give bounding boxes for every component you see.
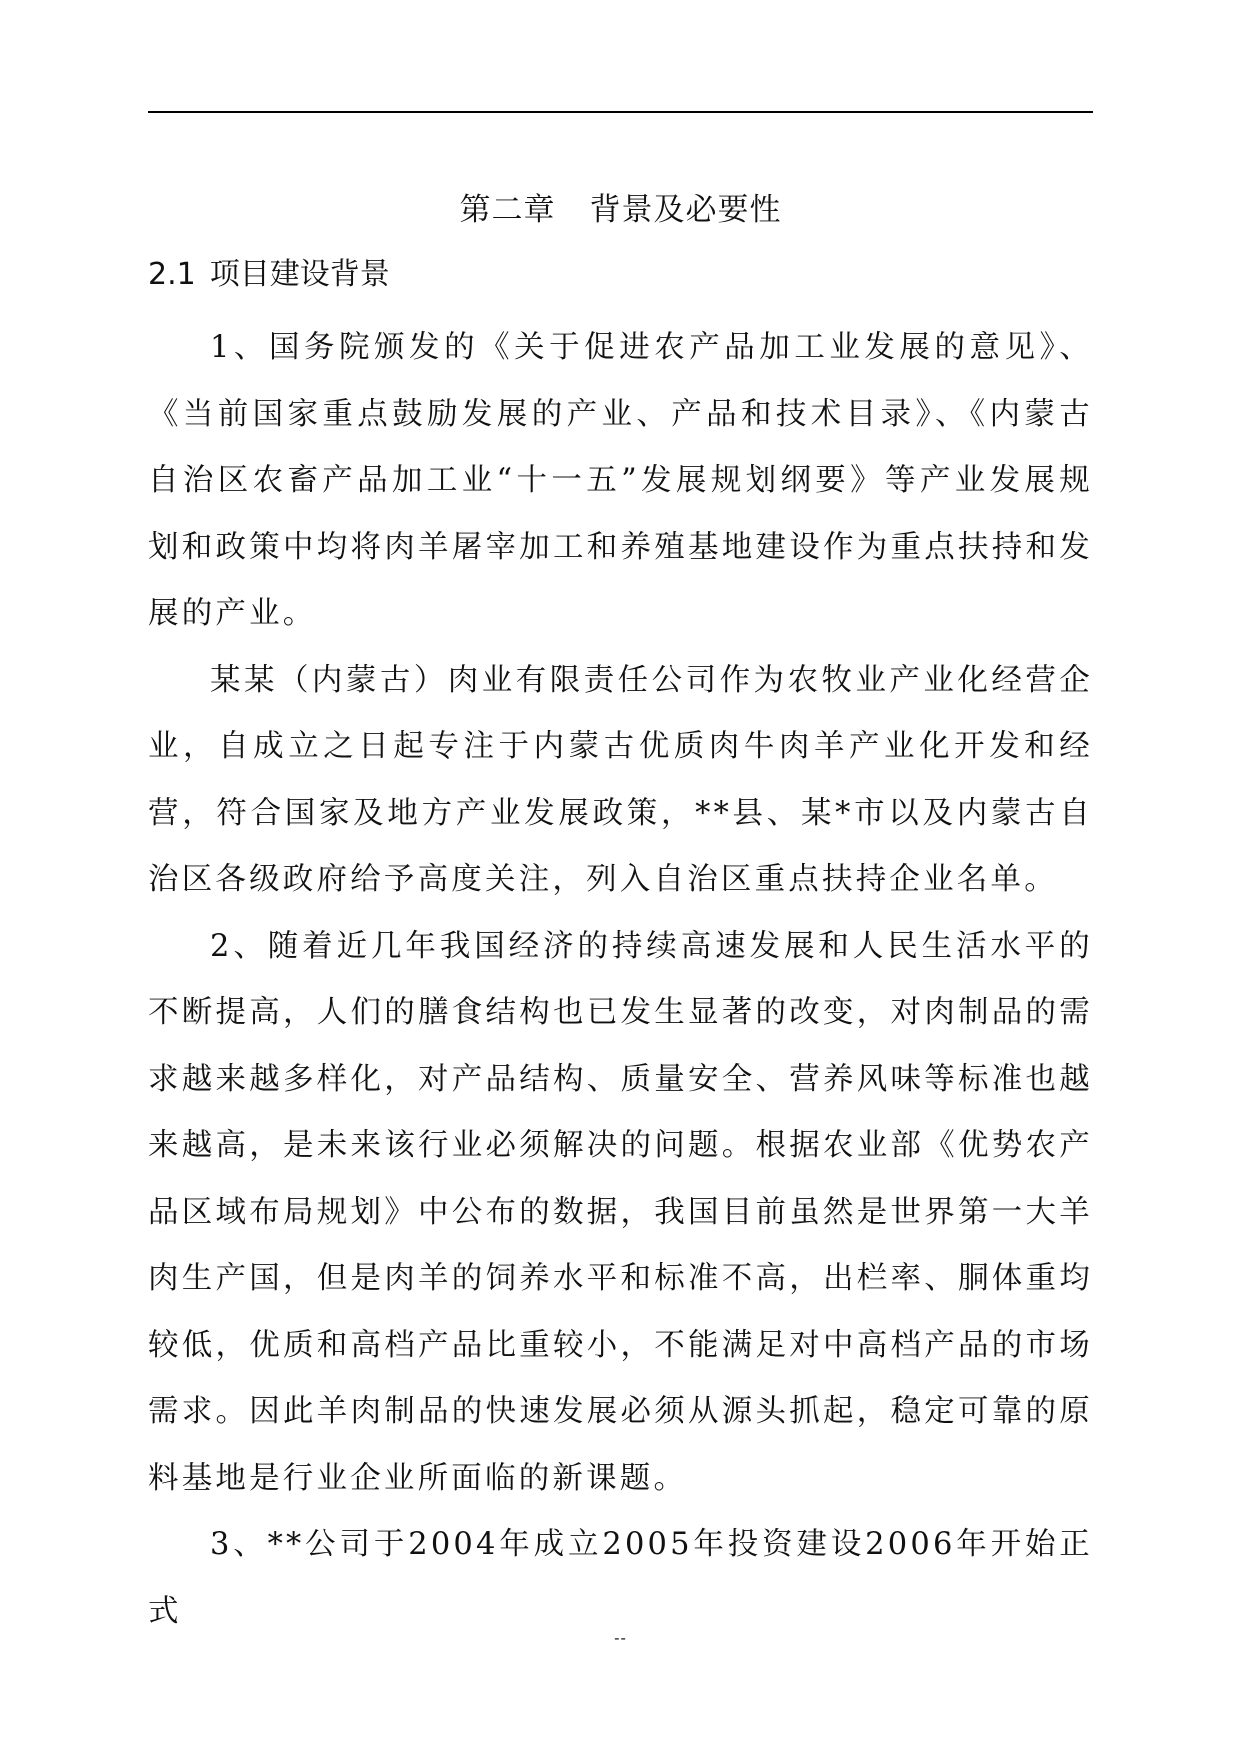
section-number: 2.1 xyxy=(148,257,196,292)
paragraph-company: 某某（内蒙古）肉业有限责任公司作为农牧业产业化经营企业，自成立之日起专注于内蒙古优质肉牛肉羊产业化开发和经营，符合国家及地方产业发展政策，**县、某*市以及内蒙古自治区各级政府给予高度关注，列入自治区重点扶持企业名单。 xyxy=(148,662,1093,897)
section-heading xyxy=(148,255,390,295)
page-number: -- xyxy=(614,1628,627,1647)
paragraph-market: 2、随着近几年我国经济的持续高速发展和人民生活水平的不断提高，人们的膳食结构也已发生显著的改变，对肉制品的需求越来越多样化，对产品结构、质量安全、营养风味等标准也越来越高，是未来该行业必须解决的问题。根据农业部《优势农产品区域布局规划》中公布的数据，我国目前虽然是世界第一大羊肉生产国，但是肉羊的饲养水平和标准不高，出栏率、胴体重均较低，优质和高档产品比重较小，不能满足对中高档产品的市场需求。因此羊肉制品的快速发展必须从源头抓起，稳定可靠的原料基地是行业企业所面临的新课题。 xyxy=(148,928,1093,1496)
chapter-number: 第二章 xyxy=(459,192,556,228)
header-rule xyxy=(148,111,1093,113)
paragraph-history: 3、**公司于2004年成立2005年投资建设2006年开始正式 xyxy=(148,1527,1093,1629)
paragraph-policy: 1、国务院颁发的《关于促进农产品加工业发展的意见》、《当前国家重点鼓励发展的产业、产品和技术目录》、《内蒙古自治区农畜产品加工业“十一五”发展规划纲要》等产业发展规划和政策中均将肉羊屠宰加工和养殖基地建设作为重点扶持和发展的产业。 xyxy=(148,330,1093,631)
section-title-text: 项目建设背景 xyxy=(209,257,390,292)
body-text xyxy=(148,315,1093,1645)
chapter-title-text: 背景及必要性 xyxy=(589,192,782,228)
chapter-title xyxy=(0,190,1241,230)
